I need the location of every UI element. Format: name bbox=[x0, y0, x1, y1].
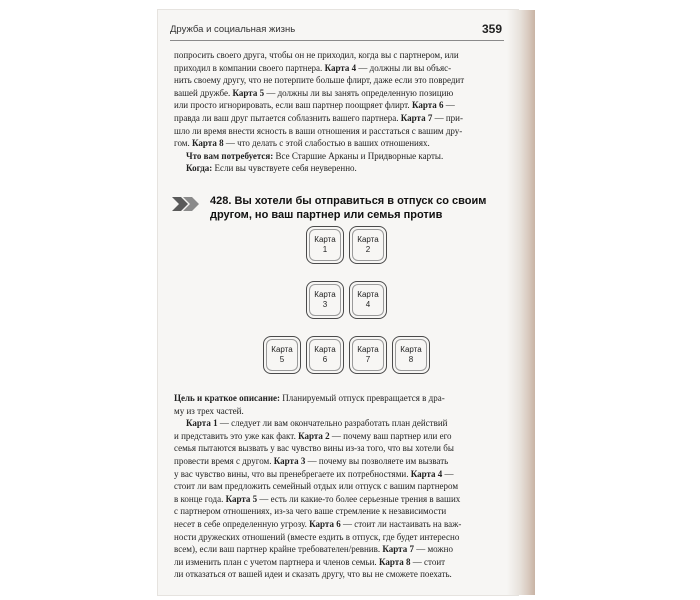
text-line bbox=[174, 518, 510, 531]
card-label: Карта bbox=[314, 290, 336, 299]
text-run: Если вы чувствуете себя неуверенно. bbox=[214, 163, 357, 174]
bold-text-run: Карта 3 bbox=[273, 455, 306, 466]
text-run: ли отказаться от вашей идеи и сказать другу, что вы не сможете поехать. bbox=[174, 569, 452, 580]
text-run: с партнером отношениях, из-за чего ваше стремление к независимости bbox=[174, 506, 447, 517]
text-run: у вас чувство вины, что вы пренебрегаете их потребностями. bbox=[174, 468, 411, 479]
bold-text-run: Карта 8 bbox=[378, 556, 411, 567]
text-line bbox=[174, 568, 510, 581]
chapter-title: Дружба и социальная жизнь bbox=[170, 24, 296, 35]
text-line bbox=[174, 74, 510, 87]
text-run: — следует ли вам окончательно разработать план действий bbox=[217, 418, 448, 429]
top-paragraph bbox=[174, 49, 510, 175]
text-run: попросить своего друга, чтобы он не приходил, когда вы с партнером, или bbox=[174, 50, 459, 60]
text-run: — почему ваш партнер или его bbox=[329, 430, 452, 441]
spread-card-5 bbox=[263, 336, 301, 374]
bold-text-run: Карта 4 bbox=[410, 468, 443, 479]
card-number: 1 bbox=[322, 245, 328, 254]
bold-text-run: Карта 6 bbox=[309, 518, 341, 529]
card-label: Карта bbox=[314, 345, 336, 354]
text-line bbox=[174, 162, 510, 175]
card-number: 3 bbox=[322, 300, 328, 309]
text-run: — есть ли какие-то более серьезные трения в ваших bbox=[257, 493, 461, 504]
card-number: 7 bbox=[365, 355, 371, 364]
header-rule bbox=[170, 40, 504, 41]
bold-text-run: Карта 6 bbox=[411, 100, 444, 111]
running-header bbox=[170, 22, 504, 38]
card-number: 4 bbox=[365, 300, 371, 309]
text-line bbox=[174, 480, 510, 493]
text-run: несет в себе определенную угрозу. bbox=[174, 518, 310, 529]
spread-card-7 bbox=[349, 336, 387, 374]
section-heading-line-2: другом, но ваш партнер или семья против bbox=[210, 209, 443, 221]
text-run: ности дружеских отношений (вместе ездить в отпуск, где будет интересно bbox=[174, 531, 460, 542]
section-heading bbox=[210, 194, 510, 222]
text-line bbox=[174, 49, 510, 62]
text-run: — должны ли вы объяс- bbox=[356, 62, 452, 73]
text-run: — можно bbox=[413, 544, 453, 555]
text-run: провести время с другом. bbox=[174, 455, 274, 466]
text-line bbox=[174, 505, 510, 518]
text-line bbox=[174, 87, 510, 100]
text-line bbox=[174, 137, 510, 150]
text-line bbox=[174, 405, 510, 418]
section-heading-line-1: 428. Вы хотели бы отправиться в отпуск со своим bbox=[210, 195, 487, 207]
text-line bbox=[174, 112, 510, 125]
text-line bbox=[174, 531, 510, 544]
page-gutter bbox=[507, 10, 535, 595]
text-line bbox=[174, 543, 510, 556]
text-line bbox=[174, 150, 510, 163]
text-line bbox=[174, 493, 510, 506]
text-run: ли изменить план с учетом партнера и членов семьи. bbox=[174, 556, 379, 567]
card-number: 5 bbox=[279, 355, 285, 364]
spread-card-8 bbox=[392, 336, 430, 374]
bottom-paragraph bbox=[174, 392, 510, 581]
text-line bbox=[174, 442, 510, 455]
text-run: вашей дружбе. bbox=[174, 87, 233, 98]
text-run: всем), если ваш партнер крайне требователен/ревнив. bbox=[174, 544, 383, 555]
bold-text-run: Карта 5 bbox=[232, 87, 265, 98]
text-line bbox=[174, 62, 510, 75]
card-number: 6 bbox=[322, 355, 328, 364]
text-run: — bbox=[442, 468, 454, 479]
bold-text-run: Цель и краткое описание: bbox=[174, 393, 283, 403]
spread-card-2 bbox=[349, 226, 387, 264]
text-run: — bbox=[443, 100, 455, 111]
text-run: приходил в компании своего партнера. bbox=[174, 62, 325, 73]
text-run: — почему вы позволяете им вызвать bbox=[305, 455, 449, 466]
spread-card-1 bbox=[306, 226, 344, 264]
text-run: шло ли время внести ясность в ваши отношения и расстаться с вашим дру- bbox=[174, 125, 463, 136]
text-run: — при- bbox=[432, 112, 463, 123]
card-label: Карта bbox=[271, 345, 293, 354]
bold-text-run: Когда: bbox=[186, 163, 215, 174]
bold-text-run: Карта 8 bbox=[192, 138, 224, 149]
bold-text-run: Карта 7 bbox=[400, 112, 433, 123]
text-run: Планируемый отпуск превращается в дра- bbox=[282, 393, 445, 403]
bold-text-run: Что вам потребуется: bbox=[186, 150, 276, 161]
spread-card-6 bbox=[306, 336, 344, 374]
bold-text-run: Карта 7 bbox=[382, 544, 414, 555]
card-label: Карта bbox=[357, 290, 379, 299]
spread-card-3 bbox=[306, 281, 344, 319]
text-run: правда ли ваш друг пытается соблазнить вашего партнера. bbox=[174, 112, 401, 123]
text-run: — стоит bbox=[410, 556, 446, 567]
text-run: стоит ли вам предложить семейный отдых или отпуск с вашим партнером bbox=[174, 481, 459, 492]
double-chevron-icon bbox=[172, 197, 206, 211]
card-label: Карта bbox=[314, 235, 336, 244]
card-label: Карта bbox=[400, 345, 422, 354]
bold-text-run: Карта 5 bbox=[225, 493, 258, 504]
text-run: — должны ли вы занять определенную позицию bbox=[264, 87, 454, 98]
card-number: 8 bbox=[408, 355, 414, 364]
card-label: Карта bbox=[357, 235, 379, 244]
text-run: и представить это уже как факт. bbox=[174, 430, 299, 441]
text-line bbox=[174, 468, 510, 481]
text-run: нить своему другу, что не потерпите больше флирт, даже если это повредит bbox=[174, 75, 465, 86]
text-run: — стоит ли настаивать на важ- bbox=[340, 518, 462, 529]
text-run: в конце года. bbox=[174, 493, 226, 504]
text-run: гом. bbox=[174, 138, 192, 149]
text-run: семья пытаются вызвать у вас чувство вины из-за того, что вы хотели бы bbox=[174, 443, 454, 454]
spread-card-4 bbox=[349, 281, 387, 319]
bold-text-run: Карта 2 bbox=[298, 430, 330, 441]
bold-text-run: Карта 1 bbox=[186, 418, 218, 429]
card-label: Карта bbox=[357, 345, 379, 354]
text-line bbox=[174, 417, 510, 430]
text-run: Все Старшие Арканы и Придворные карты. bbox=[275, 150, 444, 161]
text-line bbox=[174, 430, 510, 443]
card-number: 2 bbox=[365, 245, 371, 254]
text-line bbox=[174, 556, 510, 569]
page-number: 359 bbox=[481, 22, 502, 36]
text-run: му из трех частей. bbox=[174, 405, 244, 416]
bold-text-run: Карта 4 bbox=[324, 62, 357, 73]
text-line bbox=[174, 455, 510, 468]
text-line bbox=[174, 99, 510, 112]
text-line bbox=[174, 125, 510, 138]
text-run: — что делать с этой слабостью в ваших отношениях. bbox=[223, 138, 430, 149]
text-line bbox=[174, 392, 510, 405]
text-run: или просто игнорировать, если ваш партнер поощряет флирт. bbox=[174, 100, 412, 111]
